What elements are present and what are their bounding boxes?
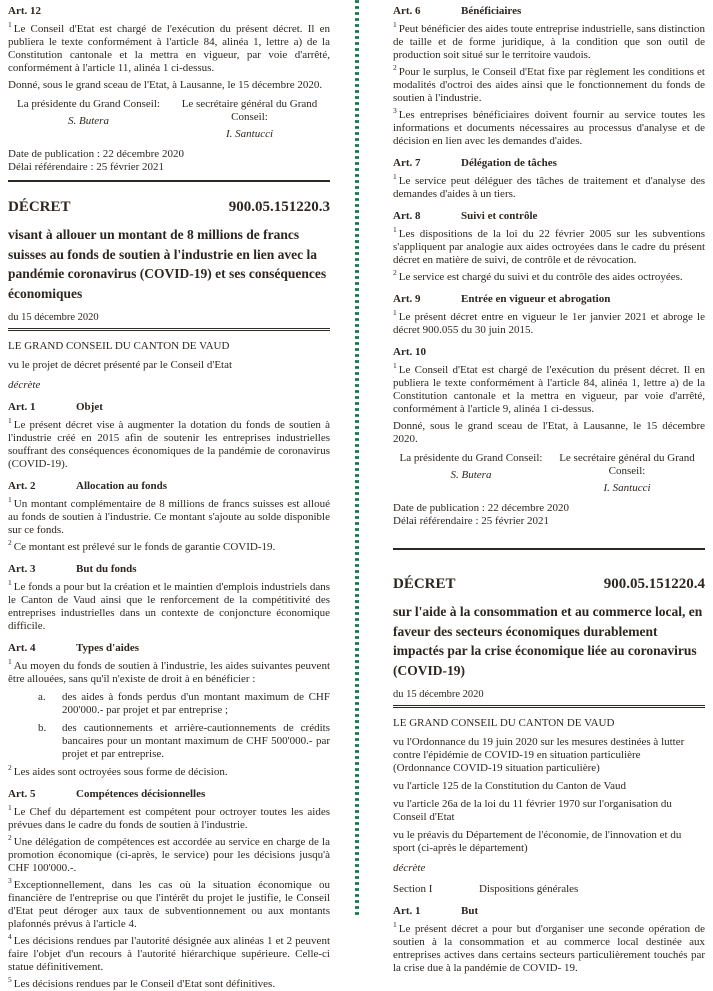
sub-item-text: des aides à fonds perdus d'un montant maximum de CHF 200'000.- par projet et par entreprise ;: [62, 691, 330, 716]
paragraph: [393, 361, 705, 416]
paragraph: [8, 416, 330, 471]
decree-date: du 15 décembre 2020: [393, 689, 484, 700]
footnote-marker: 5: [8, 975, 12, 985]
article-title: Compétences décisionnelles: [76, 788, 206, 800]
signature-name: I. Santucci: [225, 128, 274, 140]
decree-top-rule: [393, 548, 705, 550]
paragraph: [393, 225, 705, 267]
signature-block: [393, 452, 705, 495]
paragraph: [8, 20, 330, 75]
paragraph-text: Un montant complémentaire de 8 millions de francs suisses est alloué au fonds de soutien à l'industrie. Ce montant s'ajoute au solde disponible sur ce fonds.: [8, 498, 330, 536]
signature-name: I. Santucci: [603, 482, 651, 494]
footnote-marker: 1: [8, 657, 12, 667]
article-heading: [393, 905, 705, 918]
decree-header: [8, 199, 330, 216]
article-number: Art. 3: [8, 563, 36, 575]
paragraph-text: Le présent décret vise à augmenter la dotation du fonds de soutien à l'industrie créé en 2015 afin de soutenir les entreprises industrielles souffrant des conséquences économiques de la pandémie de coronavirus (COVID-19).: [8, 419, 330, 470]
sub-item-marker: a.: [38, 691, 46, 703]
footnote-marker: 2: [393, 268, 397, 278]
sub-item: [8, 691, 330, 717]
publication-meta: [8, 148, 330, 174]
decree-header: [393, 576, 705, 593]
paragraph: [393, 920, 705, 975]
signature-label: Le secrétaire général du Grand Conseil:: [181, 98, 318, 123]
article-number: Art. 12: [8, 5, 41, 17]
footnote-marker: 3: [393, 106, 397, 116]
grand-council-line: LE GRAND CONSEIL DU CANTON DE VAUD: [393, 717, 615, 729]
vu-reference-line: vu l'Ordonnance du 19 juin 2020 sur les mesures destinées à lutter contre l'épidémie de COVID-19 en situation particulière (Ordonnance COVID-19 situation particulière): [393, 736, 685, 774]
paragraph: [393, 106, 705, 148]
sub-item-marker: b.: [38, 722, 47, 734]
article-title: Délégation de tâches: [461, 157, 557, 169]
signature-name: S. Butera: [68, 115, 109, 127]
article-number: Art. 9: [393, 293, 421, 305]
article-heading: [8, 642, 330, 655]
footnote-marker: 2: [8, 538, 12, 548]
paragraph: [8, 975, 330, 991]
paragraph-text: Les décisions rendues par le Conseil d'Etat sont définitives.: [13, 978, 276, 990]
article-heading: [393, 293, 705, 306]
article-title: Suivi et contrôle: [461, 210, 538, 222]
meta-line: Délai référendaire : 25 février 2021: [393, 515, 550, 527]
signature-president: [8, 98, 169, 141]
paragraph: [8, 495, 330, 537]
paragraph: [8, 932, 330, 974]
footnote-marker: 2: [8, 833, 12, 843]
article-heading: [8, 5, 330, 18]
decree-bottom-rule: [393, 705, 705, 708]
decrete-line: décrète: [8, 379, 41, 391]
article-heading: [8, 788, 330, 801]
article-title: Types d'aides: [76, 642, 140, 654]
article-heading: [8, 401, 330, 414]
paragraph: [393, 420, 705, 446]
article-number: Art. 1: [393, 905, 421, 917]
footnote-marker: 1: [8, 803, 12, 813]
paragraph-text: Les décisions rendues par l'autorité désignée aux alinéas 1 et 2 peuvent faire l'objet d'un recours à l'autorité hiérarchique supérieure. Celle-ci statue définitivement.: [8, 935, 330, 973]
section-number: Section I: [393, 883, 433, 895]
paragraph: [393, 63, 705, 105]
decree-word: DÉCRET: [393, 576, 456, 592]
footnote-marker: 1: [8, 416, 12, 426]
decree-block: [8, 180, 330, 331]
article-number: Art. 7: [393, 157, 421, 169]
paragraph: [8, 833, 330, 875]
signature-name: S. Butera: [450, 469, 492, 481]
footnote-marker: 1: [393, 308, 397, 318]
vertical-spacer: [393, 528, 705, 542]
paragraph: [8, 657, 330, 686]
paragraph-text: Peut bénéficier des aides toute entreprise industrielle, sans distinction de taille et de forme juridique, à la condition que son outil de production soit situé sur le territoire vaudois.: [393, 23, 705, 61]
paragraph-text: Le présent décret entre en vigueur le 1er janvier 2021 et abroge le décret 900.055 du 30 juin 2015.: [393, 311, 705, 336]
vu-reference-line: vu l'article 26a de la loi du 11 février 1970 sur l'organisation du Conseil d'Etat: [393, 798, 672, 823]
decree-reference-number: 900.05.151220.3: [228, 199, 330, 215]
paragraph-text: Les entreprises bénéficiaires doivent fournir au service toutes les informations et documents nécessaires au processus d'analyse et de décision en lien avec les demandes d'aides.: [393, 109, 705, 147]
paragraph-text: Le Conseil d'Etat est chargé de l'exécution du présent décret. Il en publiera le texte conformément à l'article 84, alinéa 1, lettre a) de la Constitution cantonale et la mettra en vigueur, par voie d'arrêté, conformément à l'article 11, alinéa 1 ci-dessus.: [8, 23, 330, 74]
signature-label: La présidente du Grand Conseil:: [399, 452, 543, 464]
footnote-marker: 1: [393, 920, 397, 930]
article-number: Art. 2: [8, 480, 36, 492]
paragraph: [8, 538, 330, 554]
paragraph: [8, 876, 330, 931]
section-title: Dispositions générales: [479, 883, 579, 895]
article-title: Objet: [76, 401, 103, 413]
signature-block: [8, 98, 330, 141]
article-heading: [393, 210, 705, 223]
decree-block: [393, 548, 705, 708]
article-number: Art. 8: [393, 210, 421, 222]
paragraph: [8, 578, 330, 633]
paragraph-text: Le Conseil d'Etat est chargé de l'exécution du présent décret. Il en publiera le texte conformément à l'article 84, alinéa 1, lettre a) de la Constitution cantonale et la mettra en vigueur, par voie d'arrêté, conformément à l'article 9, alinéa 1 ci-dessus.: [393, 364, 705, 415]
decree-date: du 15 décembre 2020: [8, 312, 99, 323]
article-title: Bénéficiaires: [461, 5, 522, 17]
article-title: But: [461, 905, 479, 917]
article-number: Art. 5: [8, 788, 36, 800]
paragraph: [393, 268, 705, 284]
signature-label: La présidente du Grand Conseil:: [17, 98, 160, 110]
left-column: [0, 0, 356, 990]
vu-reference-line: vu le projet de décret présenté par le Conseil d'Etat: [8, 359, 233, 371]
footnote-marker: 1: [393, 172, 397, 182]
article-title: But du fonds: [76, 563, 137, 575]
footnote-marker: 1: [393, 361, 397, 371]
article-number: Art. 1: [8, 401, 36, 413]
paragraph-text: Le service peut déléguer des tâches de traitement et d'analyse des demandes d'aides à un tiers.: [393, 175, 705, 200]
paragraph: [8, 803, 330, 832]
footnote-marker: 2: [8, 763, 12, 773]
decree-title: sur l'aide à la consommation et au commerce local, en faveur des secteurs économiques durablement impactés par la crise économique liée au coronavirus (COVID-19): [393, 604, 703, 678]
meta-line: Date de publication : 22 décembre 2020: [8, 148, 184, 160]
paragraph: [8, 79, 330, 92]
decree-top-rule: [8, 180, 330, 182]
footnote-marker: 2: [393, 63, 397, 73]
sub-item-list: [8, 691, 330, 761]
paragraph-text: Donné, sous le grand sceau de l'Etat, à Lausanne, le 15 décembre 2020.: [8, 79, 323, 91]
footnote-marker: 1: [393, 20, 397, 30]
article-title: Entrée en vigueur et abrogation: [461, 293, 611, 305]
article-heading: [393, 157, 705, 170]
meta-line: Délai référendaire : 25 février 2021: [8, 161, 165, 173]
paragraph-text: Au moyen du fonds de soutien à l'industrie, les aides suivantes peuvent être allouées, sans qu'il n'existe de droit à en bénéficier :: [8, 660, 330, 685]
grand-council-line: LE GRAND CONSEIL DU CANTON DE VAUD: [8, 340, 230, 352]
meta-line: Date de publication : 22 décembre 2020: [393, 502, 569, 514]
signature-secretary: [169, 98, 330, 141]
paragraph: [393, 172, 705, 201]
footnote-marker: 1: [8, 495, 12, 505]
article-number: Art. 10: [393, 346, 426, 358]
right-column: [356, 0, 713, 974]
article-number: Art. 4: [8, 642, 36, 654]
article-title: Allocation au fonds: [76, 480, 168, 492]
signature-president: [393, 452, 549, 495]
footnote-marker: 4: [8, 932, 12, 942]
vu-reference-line: vu l'article 125 de la Constitution du Canton de Vaud: [393, 780, 627, 792]
column-separator-dotted-line: [355, 0, 359, 916]
sub-item: [8, 722, 330, 761]
publication-meta: [393, 502, 705, 528]
decree-reference-number: 900.05.151220.4: [603, 576, 705, 592]
article-number: Art. 6: [393, 5, 421, 17]
decree-title: visant à allouer un montant de 8 millions de francs suisses au fonds de soutien à l'industrie en lien avec la pandémie coronavirus (COVID-19) et ses conséquences économiques: [8, 227, 327, 301]
signature-secretary: [549, 452, 705, 495]
paragraph-text: Le fonds a pour but la création et le maintien d'emplois industriels dans le Canton de Vaud ainsi que le renforcement de la compétitivité des entreprises industrielles dans un contexte de conjoncture économique difficile.: [8, 581, 330, 632]
paragraph-text: Le service est chargé du suivi et du contrôle des aides octroyées.: [398, 271, 683, 283]
paragraph-text: Pour le surplus, le Conseil d'Etat fixe par règlement les conditions et modalités d'octroi des aides ainsi que le fonctionnement du fonds de soutien à l'industrie.: [393, 66, 705, 104]
footnote-marker: 1: [8, 578, 12, 588]
decree-word: DÉCRET: [8, 199, 71, 215]
sub-item-text: des cautionnements et arrière-cautionnements de crédits bancaires pour un montant maximum de CHF 500'000.- par projet et par entreprise.: [62, 722, 330, 760]
footnote-marker: 3: [8, 876, 12, 886]
paragraph-text: Les aides sont octroyées sous forme de décision.: [13, 766, 228, 778]
decree-bottom-rule: [8, 328, 330, 331]
paragraph-text: Ce montant est prélevé sur le fonds de garantie COVID-19.: [13, 541, 276, 553]
footnote-marker: 1: [8, 20, 12, 30]
footnote-marker: 1: [393, 225, 397, 235]
paragraph: [8, 763, 330, 779]
paragraph-text: Le présent décret a pour but d'organiser une seconde opération de soutien à la consommation et au commerce local destinée aux entreprises actives dans certains secteurs particulièrement touchés par la crise due à la pandémie de COVID- 19.: [393, 923, 705, 974]
paragraph-text: Les dispositions de la loi du 22 février 2005 sur les subventions s'appliquent par analogie aux aides octroyées dans le cadre du présent décret en matière de suivi, de contrôle et de révocation.: [393, 228, 705, 266]
article-heading: [8, 480, 330, 493]
paragraph-text: Exceptionnellement, dans les cas où la situation économique ou financière de l'entreprise ou que l'intérêt du projet le justifie, le Conseil d'Etat peut déroger aux taux de subventionnement ou aux montants plafonnés prévus à l'article 4.: [8, 879, 330, 930]
section-heading: [393, 883, 705, 896]
paragraph-text: Donné, sous le grand sceau de l'Etat, à Lausanne, le 15 décembre 2020.: [393, 420, 705, 445]
article-heading: [8, 563, 330, 576]
paragraph: [393, 20, 705, 62]
paragraph-text: Le Chef du département est compétent pour octroyer toutes les aides prévues dans le cadre du fonds de soutien à l'industrie.: [8, 806, 330, 831]
decrete-line: décrète: [393, 862, 426, 874]
paragraph: [393, 308, 705, 337]
article-heading: [393, 5, 705, 18]
vu-reference-line: vu le préavis du Département de l'économie, de l'innovation et du sport (ci-après le département): [393, 829, 682, 854]
paragraph-text: Une délégation de compétences est accordée au service en charge de la promotion économique (ci-après, le service) pour les décisions jusqu'à CHF 100'000.-.: [8, 836, 330, 874]
signature-label: Le secrétaire général du Grand Conseil:: [559, 452, 695, 477]
article-heading: [393, 346, 705, 359]
